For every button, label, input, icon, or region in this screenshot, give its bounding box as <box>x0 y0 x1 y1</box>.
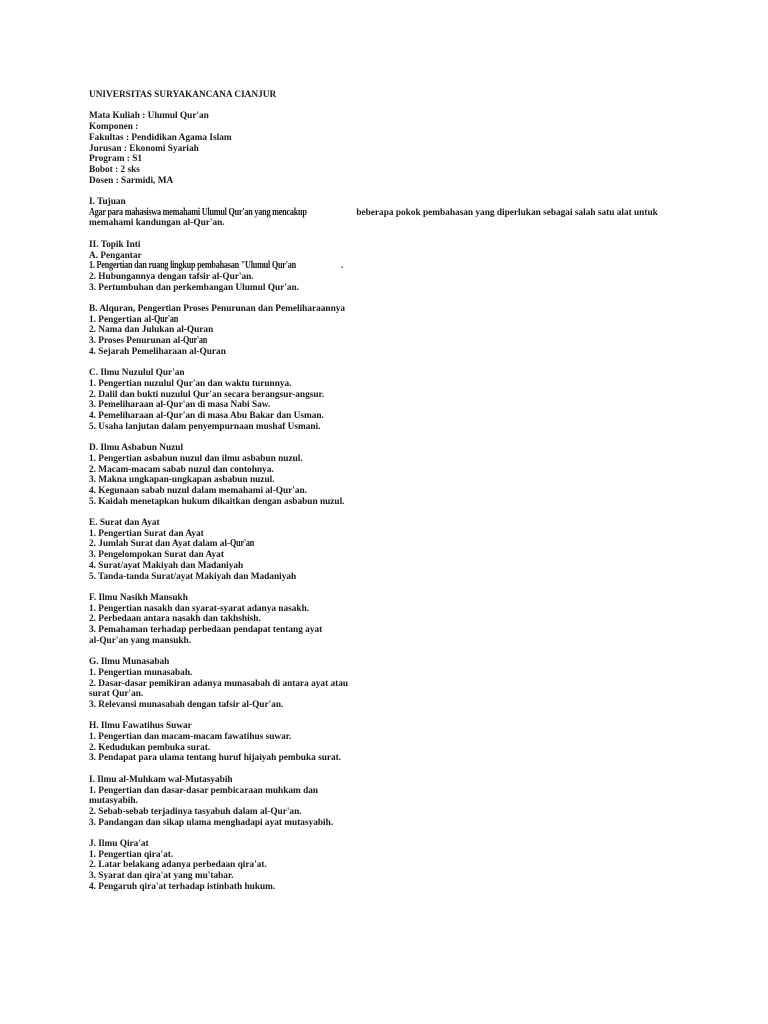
tujuan-condensed-text: Agar para mahasiswa memahami Ulumul Qur'an yang mencakup <box>89 206 307 218</box>
info-faculty: Fakultas : Pendidikan Agama Islam <box>89 132 232 143</box>
tujuan-line-1 <box>89 208 708 219</box>
section-c-item: 3. Pemeliharaan al-Qur'an di masa Nabi Saw. <box>89 400 271 411</box>
section-f-item: 2. Perbedaan antara nasakh dan takhshish. <box>89 614 261 625</box>
section-g-title: G. Ilmu Munasabah <box>89 657 170 668</box>
section-f-item: 3. Pemahaman terhadap perbedaan pendapat tentang ayat <box>89 625 323 636</box>
tujuan-rest-text: beberapa pokok pembahasan yang diperlukan sebagai salah satu alat untuk <box>354 207 658 218</box>
section-i-title: I. Ilmu al-Muhkam wal-Mutasyabih <box>89 774 233 785</box>
section-g-item: 1. Pengertian munasabah. <box>89 667 193 678</box>
section-h-item: 2. Kedudukan pembuka surat. <box>89 742 211 753</box>
section-c-item: 2. Dalil dan bukti nuzulul Qur'an secara berangsur-angsur. <box>89 389 325 400</box>
section-i-item: 2. Sebab-sebab terjadinya tasyabuh dalam al-Qur'an. <box>89 806 302 817</box>
section-f-item: al-Qur'an yang mansukh. <box>89 635 192 646</box>
section-c-item: 1. Pengertian nuzulul Qur'an dan waktu turunnya. <box>89 378 292 389</box>
section-d-item: 4. Kegunaan sabab nuzul dalam memahami al-Qur'an. <box>89 485 307 496</box>
section-d-title: D. Ilmu Asbabun Nuzul <box>89 443 184 454</box>
section-g-item: 2. Dasar-dasar pemikiran adanya munasabah di antara ayat atau <box>89 678 349 689</box>
topik-heading: II. Topik Inti <box>89 239 141 250</box>
section-d-item: 2. Macam-macam sabab nuzul dan contohnya. <box>89 464 274 475</box>
section-c-item: 5. Usaha lanjutan dalam penyempurnaan mushaf Usmani. <box>89 421 321 432</box>
info-program: Program : S1 <box>89 154 143 165</box>
section-a-item1-condensed: 1. Pengertian dan ruang lingkup pembahasan "Ulumul Qur'an <box>89 260 296 272</box>
tujuan-heading: I. Tujuan <box>89 197 126 207</box>
section-e-item: 4. Surat/ayat Makiyah dan Madaniyah <box>89 560 244 571</box>
info-credits: Bobot : 2 sks <box>89 164 140 175</box>
section-a-item: 1. Pengertian dan ruang lingkup pembahasan "Ulumul Qur'an . <box>89 260 344 272</box>
info-lecturer: Dosen : Sarmidi, MA <box>89 175 174 186</box>
section-e-item: 3. Pengelompokan Surat dan Ayat <box>89 550 224 561</box>
section-b-item: 3. Proses Penurunan al-Qur'an <box>89 335 208 347</box>
info-course: Mata Kuliah : Ulumul Qur'an <box>89 111 209 122</box>
section-a-title: A. Pengantar <box>89 250 142 261</box>
section-d-item: 3. Makna ungkapan-ungkapan asbabun nuzul. <box>89 475 275 486</box>
section-g-item: surat Qur'an. <box>89 689 144 700</box>
section-h-item: 1. Pengertian dan macam-macam fawatihus suwar. <box>89 732 292 743</box>
info-component: Komponen : <box>89 122 139 133</box>
section-e-item: 5. Tanda-tanda Surat/ayat Makiyah dan Madaniyah <box>89 571 297 582</box>
section-e-title: E. Surat dan Ayat <box>89 518 160 529</box>
section-b-item: 2. Nama dan Julukan al-Quran <box>89 325 214 336</box>
info-major: Jurusan : Ekonomi Syariah <box>89 143 199 154</box>
section-j-title: J. Ilmu Qira'at <box>89 839 149 850</box>
section-i-item: 3. Pandangan dan sikap ulama menghadapi ayat mutasyabih. <box>89 817 334 828</box>
university-title: UNIVERSITAS SURYAKANCANA CIANJUR <box>89 90 277 100</box>
section-h-title: H. Ilmu Fawatihus Suwar <box>89 721 192 732</box>
section-j-item: 4. Pengaruh qira'at terhadap istinbath hukum. <box>89 881 276 892</box>
section-d-item: 5. Kaidah menetapkan hukum dikaitkan dengan asbabun nuzul. <box>89 496 345 507</box>
section-g-item: 3. Relevansi munasabah dengan tafsir al-Qur'an. <box>89 699 284 710</box>
section-e-item: 2. Jumlah Surat dan Ayat dalam al-Qur'an <box>89 538 255 550</box>
tujuan-line-2: memahami kandungan al-Qur'an. <box>89 218 225 229</box>
section-j-item: 2. Latar belakang adanya perbedaan qira'at. <box>89 860 267 871</box>
section-c-title: C. Ilmu Nuzulul Qur'an <box>89 368 185 379</box>
section-j-item: 3. Syarat dan qira'at yang mu'tabar. <box>89 871 234 882</box>
section-j-item: 1. Pengertian qira'at. <box>89 849 174 860</box>
section-h-item: 3. Pendapat para ulama tentang huruf hijaiyah pembuka surat. <box>89 753 342 764</box>
section-a-item: 3. Pertumbuhan dan perkembangan Ulumul Qur'an. <box>89 282 299 293</box>
section-c-item: 4. Pemeliharaan al-Qur'an di masa Abu Bakar dan Usman. <box>89 411 324 422</box>
section-e-item: 1. Pengertian Surat dan Ayat <box>89 528 204 539</box>
section-f-title: F. Ilmu Nasikh Mansukh <box>89 592 188 603</box>
section-i-item: mutasyabih. <box>89 796 138 807</box>
section-d-item: 1. Pengertian asbabun nuzul dan ilmu asbabun nuzul. <box>89 453 303 464</box>
section-b-title: B. Alquran, Pengertian Proses Penurunan dan Pemeliharaannya <box>89 304 346 314</box>
section-f-item: 1. Pengertian nasakh dan syarat-syarat adanya nasakh. <box>89 603 310 614</box>
section-b-item: 1. Pengertian al-Qur'an <box>89 313 179 325</box>
section-b-item: 4. Sejarah Pemeliharaan al-Quran <box>89 346 226 357</box>
section-a-item: 2. Hubungannya dengan tafsir al-Qur'an. <box>89 271 254 282</box>
section-i-item: 1. Pengertian dan dasar-dasar pembicaraan muhkam dan <box>89 785 319 796</box>
